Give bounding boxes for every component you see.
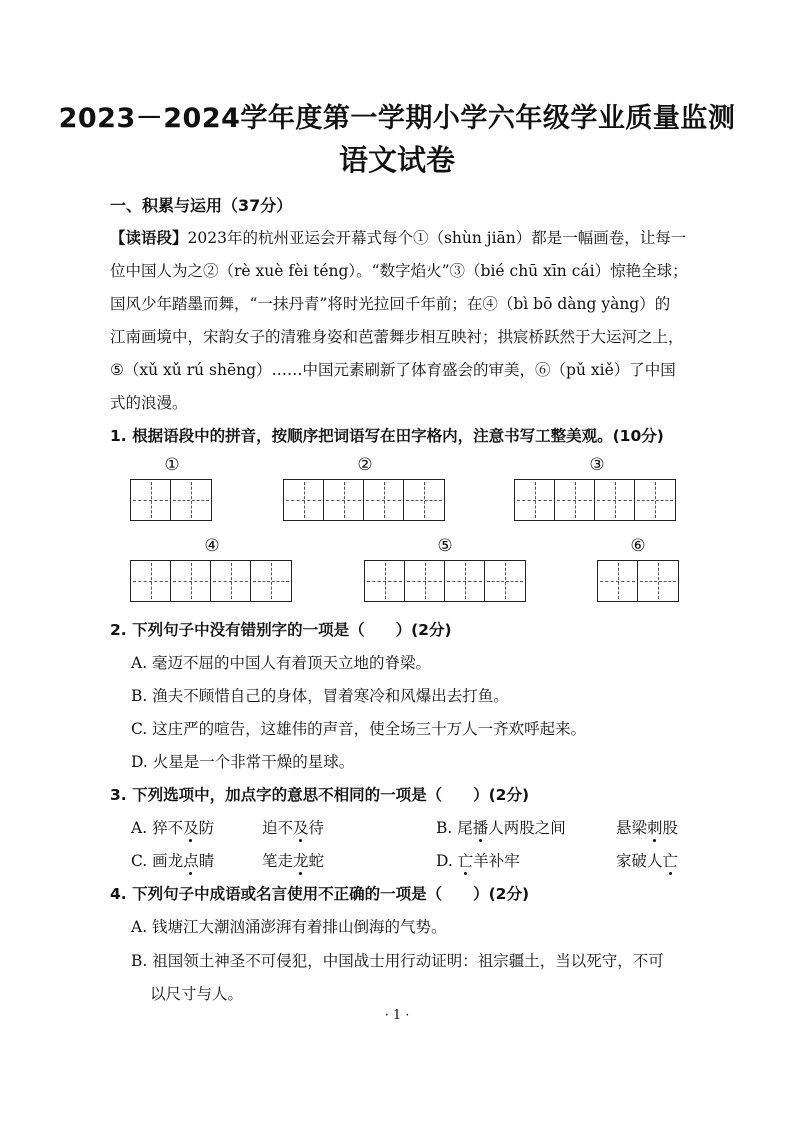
writing-grid-5[interactable] <box>364 560 526 602</box>
grid-cell[interactable] <box>405 561 445 601</box>
page-number: · 1 · <box>384 1008 410 1023</box>
grid-cell[interactable] <box>635 480 675 520</box>
reading-label: 【读语段】 <box>110 229 188 247</box>
grid-cell[interactable] <box>171 561 211 601</box>
grid-cell[interactable] <box>515 480 555 520</box>
grid-label-6: ⑥ <box>630 536 646 556</box>
exam-title: 2023－2024学年度第一学期小学六年级学业质量监测 <box>58 103 736 134</box>
writing-grid-4[interactable] <box>130 560 292 602</box>
grid-cell[interactable] <box>211 561 251 601</box>
grid-cell[interactable] <box>171 480 211 520</box>
word-part: 防 <box>198 819 215 837</box>
writing-grid-6[interactable] <box>597 560 679 602</box>
word-part: 笔走 <box>262 852 294 870</box>
grid-label-4: ④ <box>204 536 220 556</box>
question-1: 1. 根据语段中的拼音，按顺序把词语写在田字格内，注意书写工整美观。(10分) <box>110 427 664 445</box>
grid-cell[interactable] <box>365 561 405 601</box>
q3-option-b-word2 <box>616 816 678 838</box>
grid-cell[interactable] <box>284 480 324 520</box>
reading-line <box>110 222 740 255</box>
grid-cell[interactable] <box>324 480 364 520</box>
word-part: 股 <box>662 819 679 837</box>
reading-line: ⑤（xǔ xǔ rú shēng）……中国元素刷新了体育盛会的审美，⑥（pǔ xiě）了中国 <box>110 361 676 379</box>
option-letter: D. <box>436 852 453 870</box>
word-part: 家破人 <box>616 852 663 870</box>
word-part: 迫不 <box>262 819 294 837</box>
option-letter: C. <box>131 852 148 870</box>
writing-grid-1[interactable] <box>130 479 212 521</box>
grid-label-5: ⑤ <box>437 536 453 556</box>
grid-label-1: ① <box>164 455 180 475</box>
reading-line: 式的浪漫。 <box>110 394 188 412</box>
grid-cell[interactable] <box>131 561 171 601</box>
q4-option-a[interactable]: A. 钱塘江大潮汹涌澎湃有着排山倒海的气势。 <box>131 918 447 936</box>
dotted-char: 刺 <box>647 819 663 837</box>
word-part: 人两股之间 <box>488 819 566 837</box>
word-part: 画龙 <box>152 852 184 870</box>
grid-cell[interactable] <box>364 480 404 520</box>
q3-option-d[interactable] <box>436 849 520 871</box>
grid-cell[interactable] <box>445 561 485 601</box>
dotted-char: 点 <box>183 852 199 870</box>
word-part: 悬梁 <box>616 819 648 837</box>
exam-subtitle: 语文试卷 <box>338 143 455 177</box>
grid-cell[interactable] <box>485 561 525 601</box>
dotted-char: 播 <box>472 819 489 837</box>
q3-option-b[interactable] <box>436 816 566 838</box>
q2-option-c[interactable]: C. 这庄严的喧告，这雄伟的声音，使全场三十万人一齐欢呼起来。 <box>131 720 587 738</box>
q2-option-b[interactable]: B. 渔夫不顾惜自己的身体，冒着寒冷和风爆出去打鱼。 <box>131 687 509 705</box>
reading-line: 位中国人为之②（rè xuè fèi téng）。“数字焰火”③（bié chū xīn cái）惊艳全球； <box>110 262 688 280</box>
grid-cell[interactable] <box>598 561 638 601</box>
option-letter: A. <box>131 819 148 837</box>
q3-option-a[interactable] <box>131 816 214 838</box>
question-2: 2. 下列句子中没有错别字的一项是（ ）(2分) <box>110 621 452 639</box>
writing-grid-2[interactable] <box>283 479 445 521</box>
word-part: 睛 <box>198 852 215 870</box>
word-part: 猝不 <box>152 819 184 837</box>
dotted-char: 龙 <box>293 852 309 870</box>
question-4: 4. 下列句子中成语或名言使用不正确的一项是（ ）(2分) <box>110 885 530 903</box>
reading-line: 江南画境中，宋韵女子的清雅身姿和芭蕾舞步相互映衬；拱宸桥跃然于大运河之上， <box>110 328 684 346</box>
option-letter: B. <box>436 819 453 837</box>
dotted-char: 及 <box>183 819 199 837</box>
grid-cell[interactable] <box>131 480 171 520</box>
q3-option-c-word2 <box>262 849 324 871</box>
dotted-char: 亡 <box>662 852 679 870</box>
dotted-char: 及 <box>293 819 309 837</box>
question-3: 3. 下列选项中，加点字的意思不相同的一项是（ ）(2分) <box>110 786 530 804</box>
grid-cell[interactable] <box>638 561 678 601</box>
grid-label-3: ③ <box>589 455 605 475</box>
q4-option-b[interactable]: B. 祖国领土神圣不可侵犯，中国战士用行动证明：祖宗疆土，当以死守，不可 <box>131 952 664 970</box>
q2-option-a[interactable]: A. 毫迈不屈的中国人有着顶天立地的脊梁。 <box>131 654 432 672</box>
grid-cell[interactable] <box>595 480 635 520</box>
reading-line-text: 2023年的杭州亚运会开幕式每个①（shùn jiān）都是一幅画卷，让每一 <box>187 229 687 247</box>
section-heading: 一、积累与运用（37分） <box>110 196 293 215</box>
grid-cell[interactable] <box>555 480 595 520</box>
q3-option-a-word2 <box>262 816 324 838</box>
word-part: 尾 <box>457 819 473 837</box>
reading-passage <box>110 222 740 420</box>
grid-cell[interactable] <box>404 480 444 520</box>
q3-option-d-word2 <box>616 849 678 871</box>
grid-label-2: ② <box>357 455 373 475</box>
grid-cell[interactable] <box>251 561 291 601</box>
word-part: 蛇 <box>308 852 325 870</box>
dotted-char: 亡 <box>457 852 474 870</box>
reading-line: 国风少年踏墨而舞，“一抹丹青”将时光拉回千年前；在④（bì bō dàng yàng）的 <box>110 295 671 313</box>
word-part: 待 <box>308 819 325 837</box>
q2-option-d[interactable]: D. 火星是一个非常干燥的星球。 <box>131 753 355 771</box>
writing-grid-3[interactable] <box>514 479 676 521</box>
q3-option-c[interactable] <box>131 849 214 871</box>
word-part: 羊补牢 <box>473 852 520 870</box>
q4-option-b-continued: 以尺寸与人。 <box>150 985 244 1003</box>
